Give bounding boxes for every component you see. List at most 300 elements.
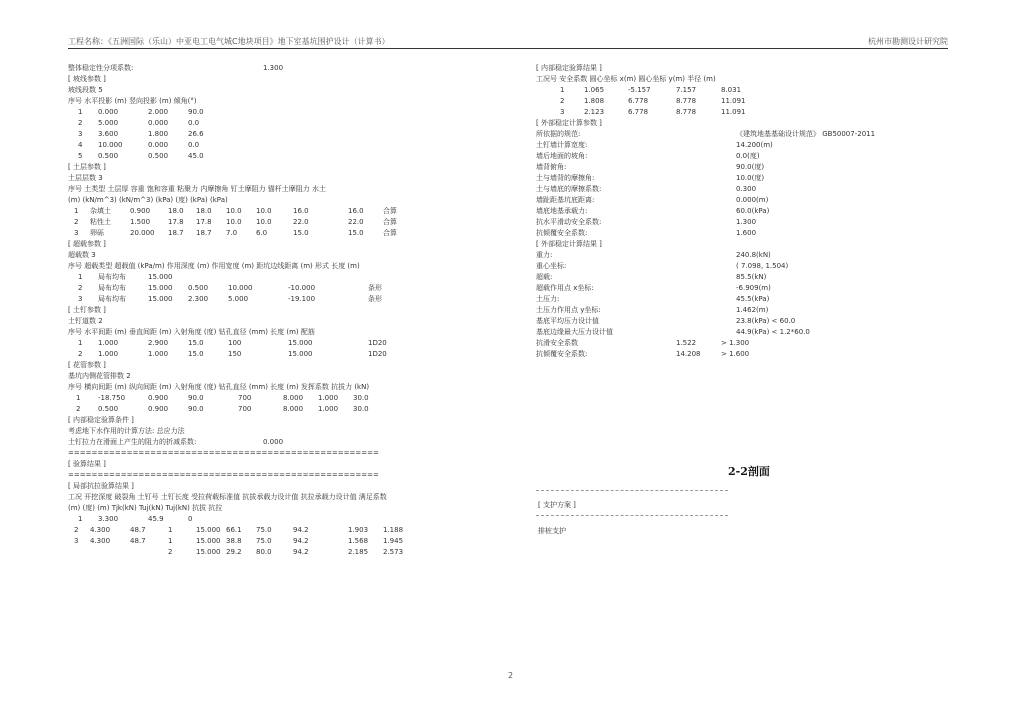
text-cell: 墙背俯角:	[536, 163, 567, 171]
text-cell: 8.031	[721, 86, 742, 94]
text-cell: 18.7	[196, 229, 212, 237]
text-cell: 29.2	[226, 548, 242, 556]
page-number: 2	[508, 671, 514, 680]
text-cell: 16.0	[348, 207, 364, 215]
text-cell: 土钉道数 2	[68, 317, 103, 325]
text-cell: 1.600	[736, 229, 757, 237]
text-cell: 150	[228, 350, 242, 358]
left-text-row	[68, 393, 508, 404]
text-cell: 700	[238, 405, 252, 413]
text-cell: 15.0	[188, 339, 204, 347]
text-cell: 卵砾	[90, 229, 104, 237]
text-cell: 超载作用点 x坐标:	[536, 284, 594, 292]
text-cell: -10.000	[288, 284, 316, 292]
text-cell: 0	[188, 515, 193, 523]
divider	[536, 515, 728, 516]
text-cell: 2	[78, 284, 83, 292]
text-cell: 8.778	[676, 108, 697, 116]
right-text-row	[536, 272, 976, 283]
text-cell: 3	[74, 229, 79, 237]
left-text-row	[68, 107, 508, 118]
text-cell: 90.0(度)	[736, 163, 765, 171]
right-text-row	[536, 118, 976, 129]
text-cell: 17.8	[196, 218, 212, 226]
text-cell: 6.0	[256, 229, 268, 237]
text-cell: 700	[238, 394, 252, 402]
text-cell: 1.500	[130, 218, 151, 226]
text-cell: 90.0	[188, 405, 204, 413]
text-cell: 85.5(kN)	[736, 273, 767, 281]
right-text-row	[536, 96, 976, 107]
text-cell: 18.0	[196, 207, 212, 215]
text-cell: 1.000	[318, 394, 339, 402]
text-cell: 合算	[383, 218, 397, 226]
text-cell: 抗水平滑动安全系数:	[536, 218, 602, 226]
left-text-row	[68, 118, 508, 129]
text-cell: 1	[78, 515, 83, 523]
text-cell: 15.0	[348, 229, 364, 237]
text-cell: 15.000	[196, 537, 221, 545]
text-cell: 11.091	[721, 108, 746, 116]
left-column	[68, 63, 508, 558]
text-cell: 超载数 3	[68, 251, 96, 259]
text-cell: 序号 超载类型 超载值 (kPa/m) 作用深度 (m) 作用宽度 (m) 距坑边线距离 (m) 形式 长度 (m)	[68, 262, 360, 270]
left-text-row	[68, 327, 508, 338]
text-cell: 序号 水平间距 (m) 垂直间距 (m) 入射角度 (度) 钻孔直径 (mm) 长度 (m) 配筋	[68, 328, 315, 336]
left-text-row	[68, 283, 508, 294]
text-cell: [ 内部稳定验算条件 ]	[68, 416, 134, 424]
right-text-row	[536, 85, 976, 96]
left-text-row	[68, 217, 508, 228]
left-text-row	[68, 459, 508, 470]
text-cell: 15.000	[148, 295, 173, 303]
text-cell: 6.778	[628, 108, 649, 116]
text-cell: 8.000	[283, 394, 304, 402]
text-cell: 14.208	[676, 350, 701, 358]
text-cell: 15.000	[196, 548, 221, 556]
text-cell: 4	[78, 141, 83, 149]
text-cell: 2	[78, 350, 83, 358]
text-cell: [ 内部稳定验算结果 ]	[536, 64, 602, 72]
page-header	[68, 34, 948, 49]
text-cell: 重力:	[536, 251, 553, 259]
project-title: 工程名称：《五洲国际（乐山）中亚电工电气城C地块项目》地下室基坑围护设计（计算书）	[68, 37, 390, 46]
text-cell: 序号 横向间距 (m) 纵向间距 (m) 入射角度 (度) 钻孔直径 (mm) 长度 (m) 发挥系数 抗拔力 (kN)	[68, 383, 370, 391]
text-cell: 5	[78, 152, 83, 160]
left-text-row	[68, 481, 508, 492]
text-cell: 7.0	[226, 229, 238, 237]
text-cell: 合算	[383, 207, 397, 215]
text-cell: 土钉墙计算宽度:	[536, 141, 588, 149]
text-cell: 2.300	[188, 295, 209, 303]
text-cell: 26.6	[188, 130, 204, 138]
text-cell: 土层层数 3	[68, 174, 103, 182]
left-text-row	[68, 96, 508, 107]
text-cell: 0.000	[98, 108, 119, 116]
text-cell: > 1.300	[721, 339, 750, 347]
support-value: 排桩支护	[538, 527, 566, 535]
left-text-row	[68, 239, 508, 250]
text-cell: 0.000	[263, 438, 284, 446]
text-cell: 所依据的规范:	[536, 130, 581, 138]
text-cell: 10.0(度)	[736, 174, 765, 182]
text-cell: 17.8	[168, 218, 184, 226]
text-cell: 15.0	[188, 350, 204, 358]
right-text-row	[536, 206, 976, 217]
text-cell: 48.7	[130, 526, 146, 534]
right-text-row	[536, 217, 976, 228]
text-cell: 2.000	[148, 108, 169, 116]
text-cell: 0.300	[736, 185, 757, 193]
text-cell: 墙趾距基坑底距离:	[536, 196, 595, 204]
left-text-row	[68, 525, 508, 536]
right-text-row	[536, 184, 976, 195]
right-text-row	[536, 239, 976, 250]
text-cell: 60.0(kPa)	[736, 207, 770, 215]
left-text-row	[68, 382, 508, 393]
text-cell: 2.185	[348, 548, 369, 556]
text-cell: 10.000	[228, 284, 253, 292]
left-text-row	[68, 437, 508, 448]
text-cell: 0.900	[130, 207, 151, 215]
text-cell: 序号 土类型 土层厚 容重 饱和容重 粘聚力 内摩擦角 钉土摩阻力 锚杆土摩阻力 水土	[68, 185, 327, 193]
text-cell: 66.1	[226, 526, 242, 534]
text-cell: 15.000	[288, 339, 313, 347]
text-cell: 48.7	[130, 537, 146, 545]
text-cell: 0.500	[188, 284, 209, 292]
text-cell: 抗倾覆安全系数:	[536, 229, 588, 237]
text-cell: 38.8	[226, 537, 242, 545]
text-cell: 局布均布	[98, 284, 126, 292]
text-cell: 1.300	[263, 64, 284, 72]
text-cell: 2	[76, 405, 81, 413]
text-cell: 22.0	[293, 218, 309, 226]
left-text-row	[68, 173, 508, 184]
text-cell: 1.065	[584, 86, 605, 94]
text-cell: -6.909(m)	[736, 284, 771, 292]
text-cell: -19.100	[288, 295, 316, 303]
text-cell: 土压力作用点 y坐标:	[536, 306, 601, 314]
left-text-row	[68, 85, 508, 96]
text-cell: 2.123	[584, 108, 605, 116]
text-cell: 1.945	[383, 537, 404, 545]
text-cell: 90.0	[188, 394, 204, 402]
institute-name: 杭州市勘测设计研究院	[868, 37, 948, 46]
left-text-row	[68, 272, 508, 283]
text-cell: [ 验算结果 ]	[68, 460, 106, 468]
text-cell: 20.000	[130, 229, 155, 237]
right-text-row	[536, 107, 976, 118]
text-cell: 1.462(m)	[736, 306, 769, 314]
text-cell: 0.0	[188, 119, 200, 127]
text-cell: 10.000	[98, 141, 123, 149]
text-cell: -18.750	[98, 394, 126, 402]
text-cell: 工况 开挖深度 破裂角 土钉号 土钉长度 受拉荷载标准值 抗拔承载力设计值 抗拉承载力设计值 满足系数	[68, 493, 387, 501]
text-cell: 1.522	[676, 339, 697, 347]
text-cell: 1D20	[368, 339, 387, 347]
text-cell: 考虑地下水作用的计算方法: 总应力法	[68, 427, 185, 435]
text-cell: 8.000	[283, 405, 304, 413]
right-column	[536, 63, 976, 360]
text-cell: 整体稳定性分项系数:	[68, 64, 134, 72]
left-text-row	[68, 129, 508, 140]
text-cell: 1	[168, 526, 173, 534]
text-cell: 抗倾覆安全系数:	[536, 350, 588, 358]
text-cell: 3	[560, 108, 565, 116]
text-cell: 0.500	[148, 152, 169, 160]
text-cell: 土压力:	[536, 295, 560, 303]
text-cell: 1	[78, 108, 83, 116]
text-cell: [ 超载参数 ]	[68, 240, 106, 248]
right-text-row	[536, 162, 976, 173]
right-text-row	[536, 151, 976, 162]
text-cell: 23.8(kPa) < 60.0	[736, 317, 796, 325]
text-cell: 15.000	[148, 284, 173, 292]
text-cell: 45.5(kPa)	[736, 295, 770, 303]
text-cell: 0.0	[188, 141, 200, 149]
right-text-row	[536, 250, 976, 261]
text-cell: 90.0	[188, 108, 204, 116]
text-cell: 5.000	[228, 295, 249, 303]
text-cell: 10.0	[256, 218, 272, 226]
left-text-row	[68, 63, 508, 74]
text-cell: 1.000	[318, 405, 339, 413]
text-cell: 2	[560, 97, 565, 105]
text-cell: 240.8(kN)	[736, 251, 771, 259]
text-cell: 2	[168, 548, 173, 556]
text-cell: 4.300	[90, 537, 111, 545]
text-cell: 0.000	[148, 141, 169, 149]
right-text-row	[536, 63, 976, 74]
text-cell: 工况号 安全系数 圆心坐标 x(m) 圆心坐标 y(m) 半径 (m)	[536, 75, 716, 83]
text-cell: 墙底地基承载力:	[536, 207, 588, 215]
text-cell: 0.000	[148, 119, 169, 127]
text-cell: 合算	[383, 229, 397, 237]
left-text-row	[68, 162, 508, 173]
text-cell: ( 7.098, 1.504)	[736, 262, 789, 270]
text-cell: =====================================================	[68, 471, 379, 479]
text-cell: 1.903	[348, 526, 369, 534]
text-cell: 11.091	[721, 97, 746, 105]
text-cell: 94.2	[293, 526, 309, 534]
text-cell: 1.808	[584, 97, 605, 105]
text-cell: 44.9(kPa) < 1.2*60.0	[736, 328, 810, 336]
text-cell: 重心坐标:	[536, 262, 567, 270]
left-text-row	[68, 404, 508, 415]
right-text-row	[536, 305, 976, 316]
text-cell: 2.900	[148, 339, 169, 347]
text-cell: 15.0	[293, 229, 309, 237]
text-cell: 2	[74, 526, 79, 534]
text-cell: 0.500	[98, 152, 119, 160]
support-label: [ 支护方案 ]	[538, 501, 576, 509]
text-cell: 1D20	[368, 350, 387, 358]
text-cell: 3.300	[98, 515, 119, 523]
text-cell: 0.900	[148, 394, 169, 402]
text-cell: 8.778	[676, 97, 697, 105]
left-text-row	[68, 261, 508, 272]
right-text-row	[536, 283, 976, 294]
text-cell: 1	[78, 273, 83, 281]
left-text-row	[68, 536, 508, 547]
right-text-row	[536, 228, 976, 239]
right-text-row	[536, 327, 976, 338]
text-cell: 3	[74, 537, 79, 545]
text-cell: (m) (度) (m) Tjk(kN) Tuj(kN) Tuj(kN) 抗拔 抗拉	[68, 504, 223, 512]
right-text-row	[536, 261, 976, 272]
text-cell: [ 坡线参数 ]	[68, 75, 106, 83]
right-text-row	[536, 129, 976, 140]
text-cell: 7.157	[676, 86, 697, 94]
right-text-row	[536, 316, 976, 327]
text-cell: 16.0	[293, 207, 309, 215]
text-cell: 2.573	[383, 548, 404, 556]
text-cell: 18.0	[168, 207, 184, 215]
text-cell: 0.000(m)	[736, 196, 769, 204]
left-text-row	[68, 349, 508, 360]
text-cell: 1.300	[736, 218, 757, 226]
text-cell: 基底平均压力设计值	[536, 317, 599, 325]
text-cell: [ 土层参数 ]	[68, 163, 106, 171]
text-cell: 土与墙背的摩擦角:	[536, 174, 595, 182]
text-cell: 基坑内侧花管排数 2	[68, 372, 131, 380]
left-text-row	[68, 470, 508, 481]
text-cell: 22.0	[348, 218, 364, 226]
right-text-row	[536, 294, 976, 305]
text-cell: 15.000	[148, 273, 173, 281]
text-cell: 0.500	[98, 405, 119, 413]
text-cell: 序号 水平投影 (m) 竖向投影 (m) 倾角(°)	[68, 97, 197, 105]
left-text-row	[68, 74, 508, 85]
text-cell: 3.600	[98, 130, 119, 138]
text-cell: 30.0	[353, 405, 369, 413]
left-text-row	[68, 228, 508, 239]
left-text-row	[68, 294, 508, 305]
left-text-row	[68, 206, 508, 217]
left-text-row	[68, 195, 508, 206]
text-cell: 1	[74, 207, 79, 215]
text-cell: 4.300	[90, 526, 111, 534]
left-text-row	[68, 514, 508, 525]
text-cell: 1	[560, 86, 565, 94]
left-text-row	[68, 316, 508, 327]
text-cell: 土与墙底的摩擦系数:	[536, 185, 602, 193]
text-cell: 5.000	[98, 119, 119, 127]
text-cell: 1.000	[98, 350, 119, 358]
text-cell: 45.9	[148, 515, 164, 523]
text-cell: 条形	[368, 295, 382, 303]
left-text-row	[68, 492, 508, 503]
text-cell: [ 土钉参数 ]	[68, 306, 106, 314]
right-text-row	[536, 338, 976, 349]
text-cell: 6.778	[628, 97, 649, 105]
left-text-row	[68, 151, 508, 162]
text-cell: 10.0	[226, 207, 242, 215]
text-cell: -5.157	[628, 86, 651, 94]
text-cell: 1.800	[148, 130, 169, 138]
right-text-row	[536, 173, 976, 184]
text-cell: 局布均布	[98, 273, 126, 281]
text-cell: 15.000	[196, 526, 221, 534]
text-cell: 杂填土	[90, 207, 111, 215]
text-cell: 10.0	[256, 207, 272, 215]
section-title: 2-2剖面	[728, 465, 770, 478]
text-cell: 30.0	[353, 394, 369, 402]
left-text-row	[68, 415, 508, 426]
text-cell: 1	[168, 537, 173, 545]
text-cell: 1.188	[383, 526, 404, 534]
text-cell: (m) (kN/m^3) (kN/m^3) (kPa) (度) (kPa) (kPa)	[68, 196, 228, 204]
divider	[536, 490, 728, 491]
text-cell: 坡线段数 5	[68, 86, 103, 94]
left-text-row	[68, 184, 508, 195]
right-text-row	[536, 349, 976, 360]
text-cell: 94.2	[293, 537, 309, 545]
text-cell: 条形	[368, 284, 382, 292]
text-cell: > 1.600	[721, 350, 750, 358]
text-cell: 0.900	[148, 405, 169, 413]
text-cell: 2	[74, 218, 79, 226]
text-cell: 14.200(m)	[736, 141, 773, 149]
text-cell: 超载:	[536, 273, 553, 281]
left-text-row	[68, 305, 508, 316]
left-text-row	[68, 140, 508, 151]
text-cell: 局布均布	[98, 295, 126, 303]
right-text-row	[536, 74, 976, 85]
text-cell: 80.0	[256, 548, 272, 556]
text-cell: 75.0	[256, 537, 272, 545]
left-text-row	[68, 426, 508, 437]
left-text-row	[68, 503, 508, 514]
left-text-row	[68, 338, 508, 349]
text-cell: 2	[78, 119, 83, 127]
text-cell: 45.0	[188, 152, 204, 160]
text-cell: 10.0	[226, 218, 242, 226]
text-cell: 1.000	[148, 350, 169, 358]
left-text-row	[68, 371, 508, 382]
text-cell: 基底边缘最大压力设计值	[536, 328, 613, 336]
text-cell: 粘性土	[90, 218, 111, 226]
left-text-row	[68, 360, 508, 371]
text-cell: 抗滑安全系数	[536, 339, 578, 347]
text-cell: 18.7	[168, 229, 184, 237]
left-text-row	[68, 448, 508, 459]
right-text-row	[536, 140, 976, 151]
text-cell: 土钉拉力在滑面上产生的阻力的折减系数:	[68, 438, 197, 446]
text-cell: 75.0	[256, 526, 272, 534]
text-cell: [ 花管参数 ]	[68, 361, 106, 369]
text-cell: 3	[78, 295, 83, 303]
text-cell: 94.2	[293, 548, 309, 556]
text-cell: 0.0(度)	[736, 152, 760, 160]
text-cell: 1.000	[98, 339, 119, 347]
text-cell: 15.000	[288, 350, 313, 358]
text-cell: 1	[76, 394, 81, 402]
text-cell: [ 外部稳定计算结果 ]	[536, 240, 602, 248]
left-text-row	[68, 250, 508, 261]
text-cell: [ 外部稳定计算参数 ]	[536, 119, 602, 127]
right-text-row	[536, 195, 976, 206]
text-cell: 1	[78, 339, 83, 347]
text-cell: 100	[228, 339, 242, 347]
text-cell: 《建筑地基基础设计规范》 GB50007-2011	[736, 130, 876, 138]
left-text-row	[68, 547, 508, 558]
text-cell: [ 局部抗拉验算结果 ]	[68, 482, 134, 490]
text-cell: 1.568	[348, 537, 369, 545]
text-cell: 3	[78, 130, 83, 138]
text-cell: =====================================================	[68, 449, 379, 457]
text-cell: 墙后地面的坡角:	[536, 152, 588, 160]
